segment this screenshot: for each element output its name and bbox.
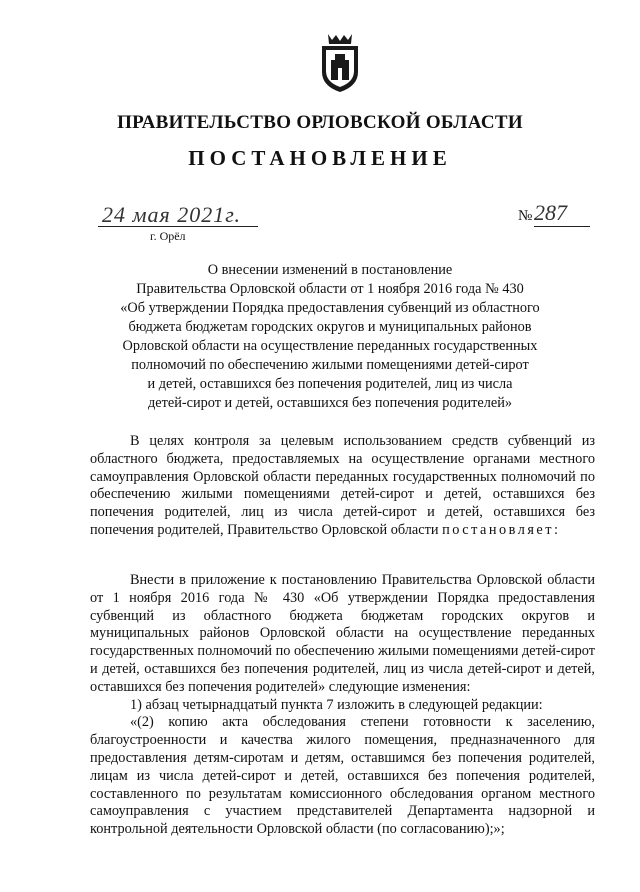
title-line: детей-сирот и детей, оставшихся без попечения родителей» [148,395,512,411]
date-underline [98,226,258,227]
amendments-block [90,572,595,839]
number-prefix: № [518,208,533,224]
amendment-quote: «(2) копию акта обследования степени готовности к заселению, благоустроенности и качества жилого помещения, предназначенного для предоставления детям-сиротам и детям, оставшимся без попечения родителей, лицам из числа детей-сирот и детей, оставшихся без попечения родителей, составленного по результатам комиссионного обследования органом местного самоуправления с участием представителей Департамента надзорной и контрольной деятельности Орловской области (по согласованию);»; [90,714,595,838]
decides-word: постановляет: [442,521,561,538]
document-type: ПОСТАНОВЛЕНИЕ [188,146,452,170]
title-line: О внесении изменений в постановление [207,262,453,278]
number-underline [534,226,590,227]
title-line: «Об утверждении Порядка предоставления субвенций из областного [120,300,540,316]
title-line: полномочий по обеспечению жилыми помещениями детей-сирот [131,357,529,373]
preamble-block [90,433,595,540]
title-line: Правительства Орловской области от 1 ноября 2016 года № 430 [136,281,524,297]
organization-name: ПРАВИТЕЛЬСТВО ОРЛОВСКОЙ ОБЛАСТИ [117,112,523,133]
title-line: Орловской области на осуществление переданных государственных [122,338,538,354]
city: г. Орёл [150,229,186,243]
title-line: и детей, оставшихся без попечения родителей, лиц из числа [147,376,513,392]
amendment-intro-paragraph: Внести в приложение к постановлению Правительства Орловской области от 1 ноября 2016 года № 430 «Об утверждении Порядка предоставления субвенций из областного бюджета бюджетам городских округов и муниципальных районов Орловской области на осуществление переданных государственных полномочий по обеспечению жилыми помещениями детей-сирот и детей, оставшихся без попечения родителей, лиц из числа детей-сирот и детей, оставшихся без попечения родителей» следующие изменения: [90,572,595,695]
preamble-text: В целях контроля за целевым использованием средств субвенций из областного бюджета, предоставляемых на осуществление органами местного самоуправления Орловской области переданных государственных полномочий по обеспечению жилыми помещениями детей-сирот и детей, оставшихся без попечения родителей, лиц из числа детей-сирот и детей, оставшихся без попечения родителей, Правительство Орловской области [90,433,595,538]
amendment-item-1: 1) абзац четырнадцатый пункта 7 изложить в следующей редакции: [130,696,543,713]
title-line: бюджета бюджетам городских округов и муниципальных районов [128,319,532,335]
document-date: 24 мая 2021г. [102,202,242,227]
coat-of-arms-icon [318,30,362,94]
document-title [100,261,560,413]
document-number: 287 [534,200,567,225]
preamble-paragraph [90,433,595,540]
